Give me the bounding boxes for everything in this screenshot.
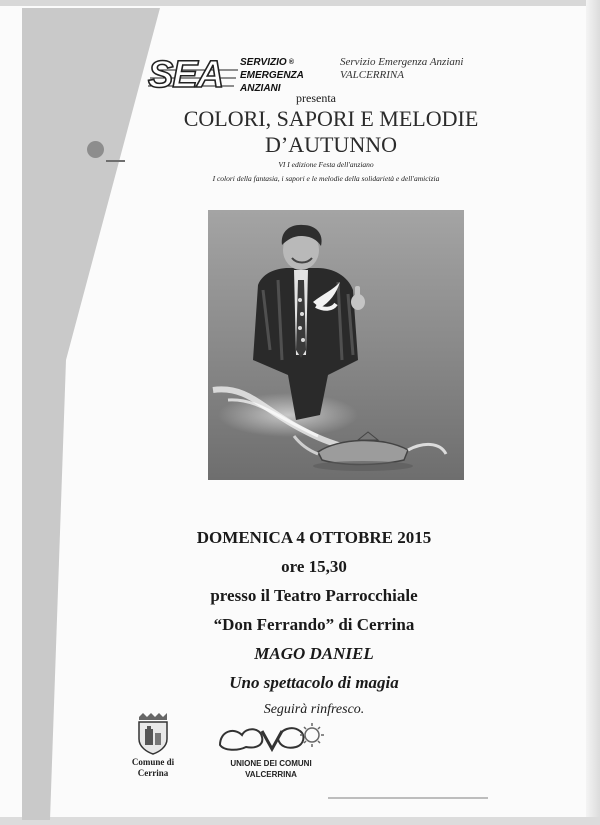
logo-name-line: SERVIZIO ® xyxy=(240,57,294,68)
edition-text: VI I edizione Festa dell'anziano xyxy=(278,160,374,169)
comune-label xyxy=(118,757,188,779)
page-edge xyxy=(0,817,600,825)
service-title xyxy=(340,56,463,82)
event-title-line: COLORI, SAPORI E MELODIE xyxy=(183,106,479,131)
sea-logo xyxy=(148,54,242,96)
logo-name-line: ANZIANI xyxy=(240,83,281,94)
comune-label-line: Comune di xyxy=(131,757,175,767)
performer-name: MAGO DANIEL xyxy=(254,644,374,663)
page-edge xyxy=(0,0,600,6)
logo-letters: SEA xyxy=(148,54,224,96)
event-details xyxy=(0,523,600,721)
refreshment-note: Seguirà rinfresco. xyxy=(263,702,365,717)
event-date: DOMENICA 4 OTTOBRE 2015 xyxy=(196,528,432,547)
scan-mark xyxy=(328,797,488,799)
event-time: ore 15,30 xyxy=(281,557,347,576)
unione-label-line: VALCERRINA xyxy=(245,770,297,779)
tagline-text: I colori della fantasia, i sapori e le melodie della solidarietà e dell'amicizia xyxy=(212,174,440,183)
event-venue-name: “Don Ferrando” di Cerrina xyxy=(213,615,415,634)
comune-crest-icon xyxy=(131,713,175,760)
comune-label-line: Cerrina xyxy=(137,768,169,778)
logo-name xyxy=(240,56,304,95)
show-description: Uno spettacolo di magia xyxy=(229,673,399,692)
presenta-label: presenta xyxy=(296,91,336,105)
unione-label-line: UNIONE DEI COMUNI xyxy=(230,759,312,768)
unione-logo-icon xyxy=(216,719,326,753)
event-venue: presso il Teatro Parrocchiale xyxy=(210,586,418,605)
event-title xyxy=(0,106,600,158)
unione-label xyxy=(216,758,326,780)
service-title-line: Servizio Emergenza Anziani xyxy=(340,56,464,68)
logo-name-line: EMERGENZA xyxy=(240,70,304,81)
magician-photo xyxy=(208,210,464,480)
event-title-line: D’AUTUNNO xyxy=(265,132,397,157)
service-title-line: VALCERRINA xyxy=(340,69,404,81)
